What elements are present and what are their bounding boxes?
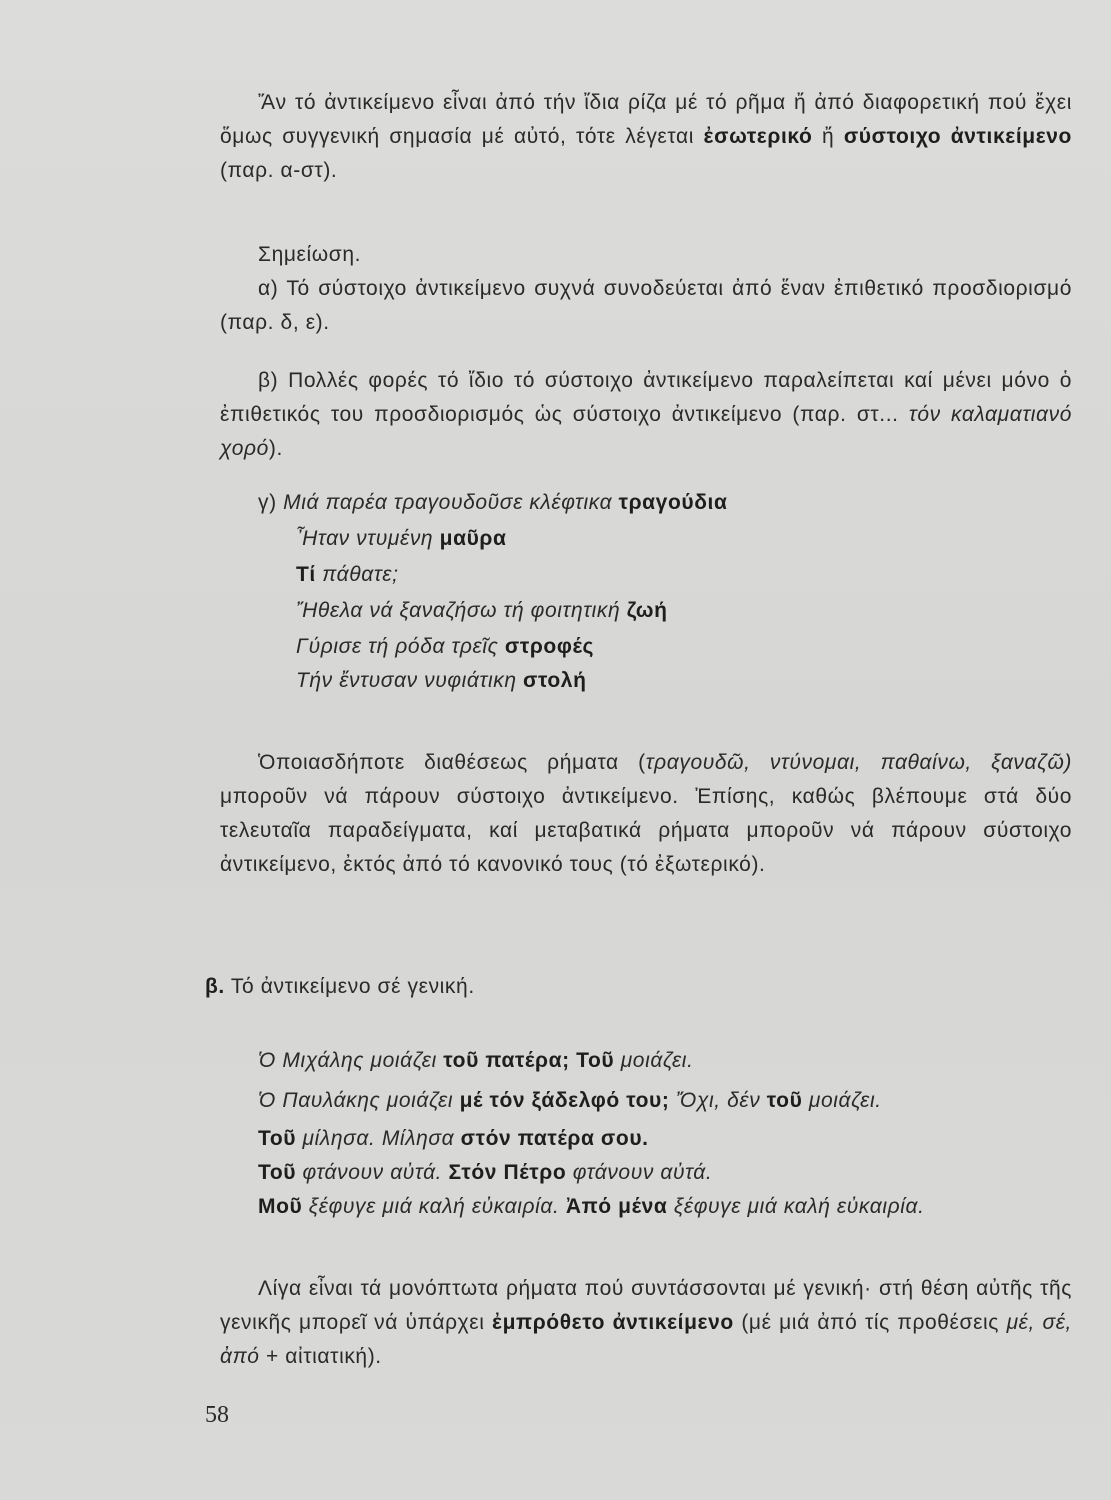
- note-b: [220, 364, 1072, 466]
- paragraph-monoptota: Λίγα εἶναι τά μονόπτωτα ρήματα πού συντάσσονται μέ γενική· στή θέση αὐτῆς τῆς γενικῆς μπορεῖ νά ὑπάρχει ἐμπρόθετο ἀντικείμενο (μέ μιά ἀπό τίς προθέσεις μέ, σέ, ἀπό + αἰτιατική).: [220, 1277, 1072, 1368]
- paragraph-text: ἤ: [812, 125, 844, 148]
- paragraph-verbs: Ὁποιασδήποτε διαθέσεως ρήματα (τραγουδῶ, ντύνομαι, παθαίνω, ξαναζῶ) μποροῦν νά πάρουν σύστοιχο ἀντικείμενο. Ἐπίσης, καθώς βλέπουμε στά δύο τελευταῖα παραδείγματα, καί μεταβατικά ρήματα μποροῦν νά πάρουν σύστοιχο ἀντικείμενο, ἐκτός ἀπό τό κανονικό τους (τό ἐξωτερικό).: [220, 751, 1072, 876]
- example-line: Τήν ἔντυσαν νυφιάτικη στολή: [296, 669, 587, 692]
- example-line: Τί πάθατε;: [296, 563, 399, 586]
- section-label: β.: [205, 975, 225, 998]
- paragraph-intro: [220, 86, 1072, 188]
- example-line: Γύρισε τή ρόδα τρεῖς στροφές: [296, 635, 595, 658]
- section-heading: [205, 970, 475, 1004]
- bold-term: ἐσωτερικό: [703, 125, 813, 148]
- page-number: 58: [205, 1402, 229, 1428]
- example-line: Ἤθελα νά ξαναζήσω τή φοιτητική ζωή: [296, 599, 668, 622]
- example-line: Τοῦ φτάνουν αὐτά. Στόν Πέτρο φτάνουν αὐτά.: [258, 1161, 713, 1184]
- example-line: γ) Μιά παρέα τραγουδοῦσε κλέφτικα τραγούδια: [258, 491, 728, 514]
- example-line: Ὁ Μιχάλης μοιάζει τοῦ πατέρα; Τοῦ μοιάζει.: [258, 1049, 694, 1072]
- paragraph-text: Ἄν τό ἀντικείμενο εἶναι ἀπό τήν ἴδια ρίζα μέ τό ρῆμα ἤ ἀπό διαφορετική πού ἔχει ὅμως συγγενική σημασία μέ αὐτό, τότε λέγεται: [220, 91, 1072, 148]
- example-line: Μοῦ ξέφυγε μιά καλή εὐκαιρία. Ἀπό μένα ξέφυγε μιά καλή εὐκαιρία.: [258, 1195, 925, 1218]
- section-title: Τό ἀντικείμενο σέ γενική.: [224, 975, 475, 998]
- note-b-italic: τόν καλαματιανό χορό: [220, 403, 1072, 460]
- paragraph-text: (παρ. α-στ).: [220, 159, 338, 182]
- note-heading: Σημείωση.: [258, 243, 362, 266]
- note-a: α) Τό σύστοιχο ἀντικείμενο συχνά συνοδεύεται ἀπό ἕναν ἐπιθετικό προσδιορισμό (παρ. δ, ε).: [220, 277, 1072, 334]
- example-line: Ἦταν ντυμένη μαῦρα: [296, 527, 507, 550]
- bold-term: σύστοιχο ἀντικείμενο: [843, 125, 1072, 148]
- note-b-text: β) Πολλές φορές τό ἴδιο τό σύστοιχο ἀντικείμενο παραλείπεται καί μένει μόνο ὁ ἐπιθετικός του προσδιορισμός ὡς σύστοιχο ἀντικείμενο (παρ. στ...: [220, 369, 1072, 426]
- note-b-end: ).: [268, 437, 283, 460]
- example-line: Τοῦ μίλησα. Μίλησα στόν πατέρα σου.: [258, 1127, 649, 1150]
- example-line: Ὁ Παυλάκης μοιάζει μέ τόν ξάδελφό του; Ὄχι, δέν τοῦ μοιάζει.: [258, 1089, 882, 1112]
